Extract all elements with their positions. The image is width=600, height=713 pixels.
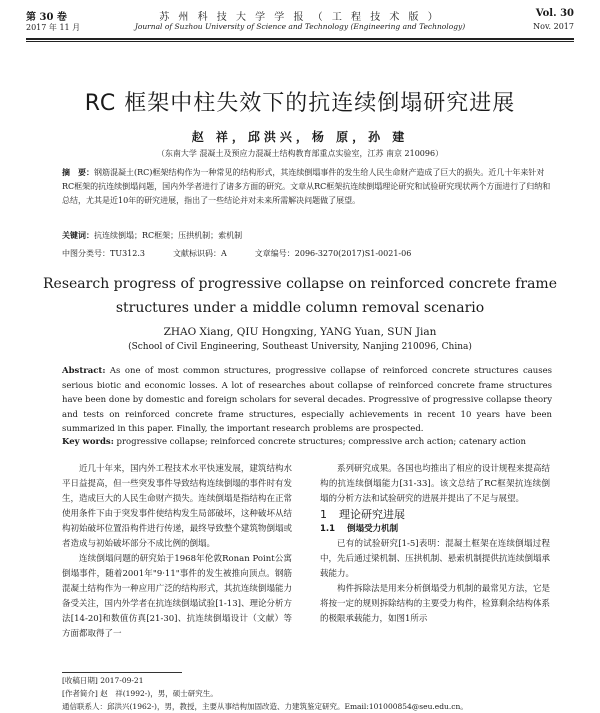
article-title-en: Research progress of progressive collapse on reinforced concrete frame structures under a middle column removal scenario (43, 276, 557, 316)
volume-cn: 第 30 卷 (26, 12, 67, 23)
header-rule-thin (26, 41, 574, 42)
received-date: [收稿日期] 2017-09-21 (62, 676, 144, 685)
keywords-cn (62, 229, 552, 243)
classification-cn (62, 247, 552, 261)
article-title-cn: RC 框架中柱失效下的抗连续倒塌研究进展 (84, 91, 516, 116)
article-number: 文章编号：2096-3270(2017)S1-0021-06 (254, 249, 412, 258)
body-column-right (320, 462, 550, 627)
keywords-en-text: progressive collapse; reinforced concrete structures; compressive arch action; catenary action (116, 437, 526, 447)
affiliation-cn: （东南大学 混凝土及预应力混凝土结构教育部重点实验室，江苏 南京 210096） (156, 149, 444, 158)
footnote-rule (62, 672, 182, 673)
body-paragraph: 构件拆除法是用来分析倒塌受力机制的最常见方法，它是将按一定的规则拆除结构的主要受力构件，检算剩余结构体系的极限承载能力，如图1所示 (320, 584, 550, 624)
section-title: 理论研究进展 (339, 508, 405, 521)
abstract-en-text: As one of most common structures, progressive collapse of reinforced concrete structures causes serious biotic and economic losses. A lot of researches about collapse of reinforced concrete frame structures have been done by domestic and foreign scholars for several decades. Progressive of progressive collapse theory and tests on reinforced concrete frame structures, especially achievements in recent 10 years have been summarized in this paper. Finally, the important research problems are prospected. (62, 366, 552, 434)
header-rule (26, 38, 574, 40)
keywords-en (62, 437, 552, 447)
abstract-cn (62, 166, 552, 208)
section-heading (320, 507, 550, 522)
abstract-en (62, 364, 552, 437)
journal-title-en: Journal of Suzhou University of Science and Technology (Engineering and Technology) (134, 22, 466, 31)
body-column-left (62, 462, 292, 642)
affiliation-en: (School of Civil Engineering, Southeast University, Nanjing 210096, China) (128, 342, 472, 352)
section-number: 1 (320, 508, 327, 521)
page-header (26, 8, 574, 38)
authors-en: ZHAO Xiang, QIU Hongxing, YANG Yuan, SUN Jian (163, 326, 437, 338)
volume-en: Vol. 30 (535, 8, 574, 19)
body-paragraph: 已有的试验研究[1-5]表明：混凝土框架在连续倒塌过程中，先后通过梁机制、压拱机制、悬索机制提供抗连续倒塌承载能力。 (320, 539, 550, 579)
author-bio: [作者简介] 赵 祥(1992-)，男，硕士研究生。 (62, 689, 218, 698)
subsection-number: 1.1 (320, 524, 336, 534)
body-paragraph: 连续倒塌问题的研究始于1968年伦敦Ronan Point公寓倒塌事件，随着2001年"9·11"事件的发生被推向顶点。钢筋混凝土结构作为一种应用广泛的结构形式，其抗连续倒塌能力备受关注，国内外学者在抗连续倒塌试验[1-13]、理论分析方法[14-20]和数值仿真[21-30]、抗连续倒塌设计（文献）等方面都取得了一 (62, 554, 292, 639)
abstract-cn-text: 钢筋混凝土(RC)框架结构作为一种常见的结构形式，其连续倒塌事件的发生给人民生命财产造成了巨大的损失。近几十年来针对RC框架的抗连续倒塌问题，国内外学者进行了诸多方面的研究。文章从RC框架抗连续倒塌理论研究和试验研究现状两个方面进行了归纳和总结，尤其是近10年的研究进展，指出了一些结论并对未来所需解决问题做了展望。 (62, 168, 551, 205)
footnotes (62, 674, 562, 713)
abstract-en-label: Abstract: (62, 366, 106, 376)
body-paragraph: 近几十年来，国内外工程技术水平快速发展，建筑结构水平日益提高，但一些突发事件导致结构连续倒塌的事件时有发生，造成巨大的人民生命财产损失。连续倒塌是指结构在正常使用条件下由于突发事件使结构发生局部破坏，这种破坏从结构初始破坏位置沿构件进行传递，最终导致整个建筑物倒塌或者造成与初始破坏部分不成比例的倒塌。 (62, 464, 292, 549)
body-paragraph: 系列研究成果。各国也均推出了相应的设计规程来提高结构的抗连续倒塌能力[31-33]。该文总结了RC框架抗连续倒塌的分析方法和试验研究的进展并提出了不足与展望。 (320, 464, 550, 504)
date-en: Nov. 2017 (533, 22, 574, 31)
journal-title-cn: 苏 州 科 技 大 学 学 报 （ 工 程 技 术 版 ） (159, 12, 441, 23)
clc-number: 中图分类号：TU312.3 (62, 249, 145, 258)
date-cn: 2017 年 11 月 (26, 23, 81, 32)
abstract-cn-label: 摘 要： (62, 168, 94, 177)
subsection-heading (320, 522, 550, 537)
contact-info: 通信联系人：邱洪兴(1962-)，男，教授，主要从事结构加固改造、力建筑鉴定研究。Email:101000854@seu.edu.cn。 (62, 702, 468, 711)
keywords-en-label: Key words: (62, 437, 114, 447)
authors-cn: 赵 祥，邱洪兴，杨 原，孙 建 (191, 130, 409, 144)
keywords-cn-label: 关键词： (62, 231, 94, 240)
keywords-cn-text: 抗连续倒塌；RC框架；压拱机制；索机制 (94, 231, 243, 240)
doc-code: 文献标识码：A (172, 249, 227, 258)
subsection-title: 倒塌受力机制 (347, 524, 399, 534)
